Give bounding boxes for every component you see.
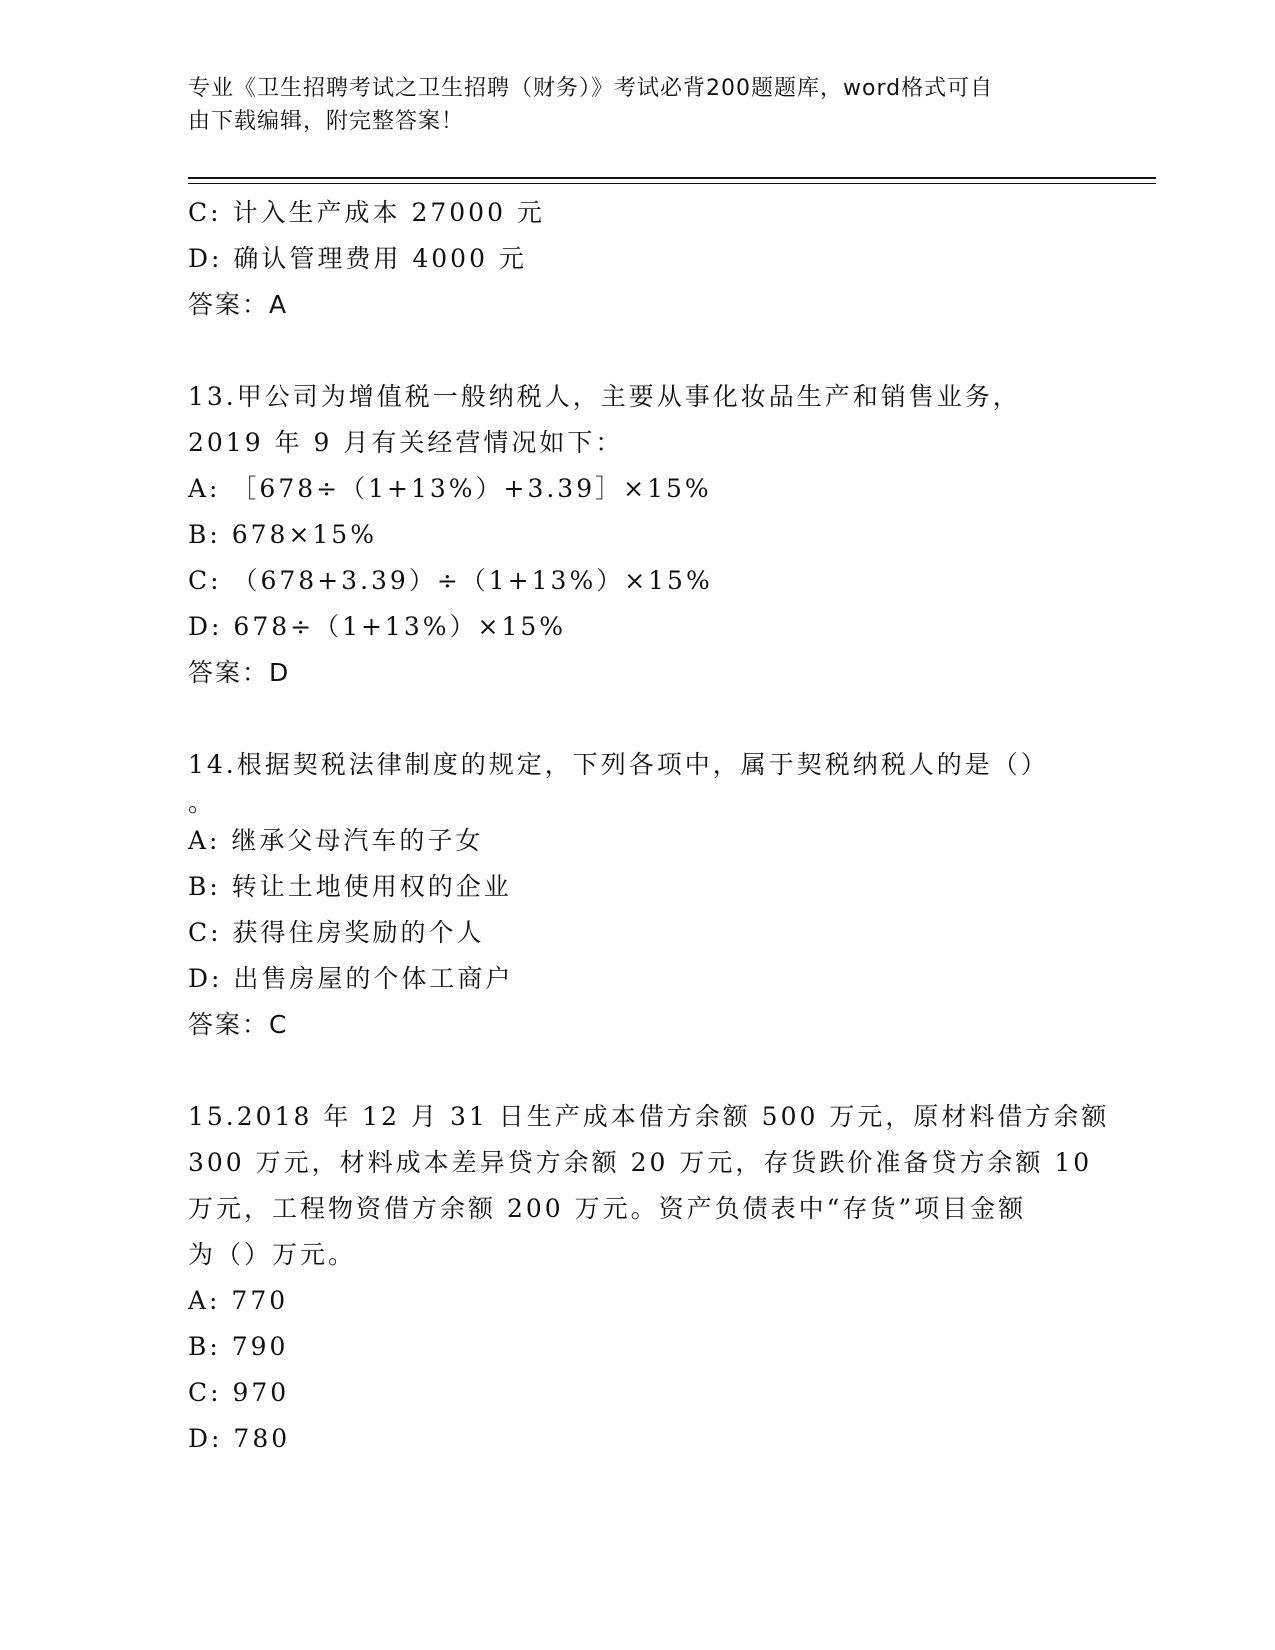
q13-option-a: A: ［678÷（1+13%）+3.39］×15% [188, 474, 712, 503]
header-rule-thin [188, 183, 1156, 184]
header-line-2: 由下载编辑，附完整答案！ [188, 109, 465, 134]
q14-option-a: A: 继承父母汽车的子女 [188, 826, 484, 855]
question-15 [188, 1094, 1110, 1462]
document-header [188, 72, 1088, 138]
q14-option-d: D: 出售房屋的个体工商户 [188, 964, 514, 993]
q14-option-b: B: 转让土地使用权的企业 [188, 872, 512, 901]
q13-stem-line-1: 13.甲公司为增值税一般纳税人，主要从事化妆品生产和销售业务， [188, 382, 1021, 411]
q13-option-d: D: 678÷（1+13%）×15% [188, 612, 567, 641]
question-14 [188, 742, 1088, 1048]
q15-option-b: B: 790 [188, 1332, 289, 1361]
spacer [188, 1048, 1088, 1094]
q15-stem-line-4: 为（）万元。 [188, 1240, 357, 1269]
q15-option-c: C: 970 [188, 1378, 290, 1407]
header-rule-thick [188, 177, 1156, 179]
q13-stem-line-2: 2019 年 9 月有关经营情况如下： [188, 428, 624, 457]
q15-stem-line-1: 15.2018 年 12 月 31 日生产成本借方余额 500 万元，原材料借方余额 [188, 1102, 1110, 1131]
q15-option-d: D: 780 [188, 1424, 291, 1453]
q14-answer: 答案：C [188, 1010, 289, 1039]
q13-option-c: C: （678+3.39）÷（1+13%）×15% [188, 566, 713, 595]
q14-stem-line-1: 14.根据契税法律制度的规定，下列各项中，属于契税纳税人的是（） [188, 750, 1049, 779]
q14-stem-line-2: 。 [188, 788, 214, 817]
question-content [188, 190, 1110, 1462]
spacer [188, 328, 1088, 374]
spacer [188, 696, 1088, 742]
q13-answer: 答案：D [188, 658, 291, 687]
header-line-1: 专业《卫生招聘考试之卫生招聘（财务）》考试必背200题题库，word格式可自 [188, 76, 994, 101]
q15-stem-line-3: 万元，工程物资借方余额 200 万元。资产负债表中“存货”项目金额 [188, 1194, 1027, 1223]
q12-option-d: D: 确认管理费用 4000 元 [188, 244, 527, 273]
q12-answer: 答案：A [188, 290, 289, 319]
q15-option-a: A: 770 [188, 1286, 289, 1315]
q15-stem-line-2: 300 万元，材料成本差异贷方余额 20 万元，存货跌价准备贷方余额 10 [188, 1148, 1093, 1177]
q13-option-b: B: 678×15% [188, 520, 377, 549]
q12-option-c: C: 计入生产成本 27000 元 [188, 198, 545, 227]
q14-option-c: C: 获得住房奖励的个人 [188, 918, 485, 947]
question-12-tail [188, 190, 1088, 328]
question-13 [188, 374, 1088, 696]
